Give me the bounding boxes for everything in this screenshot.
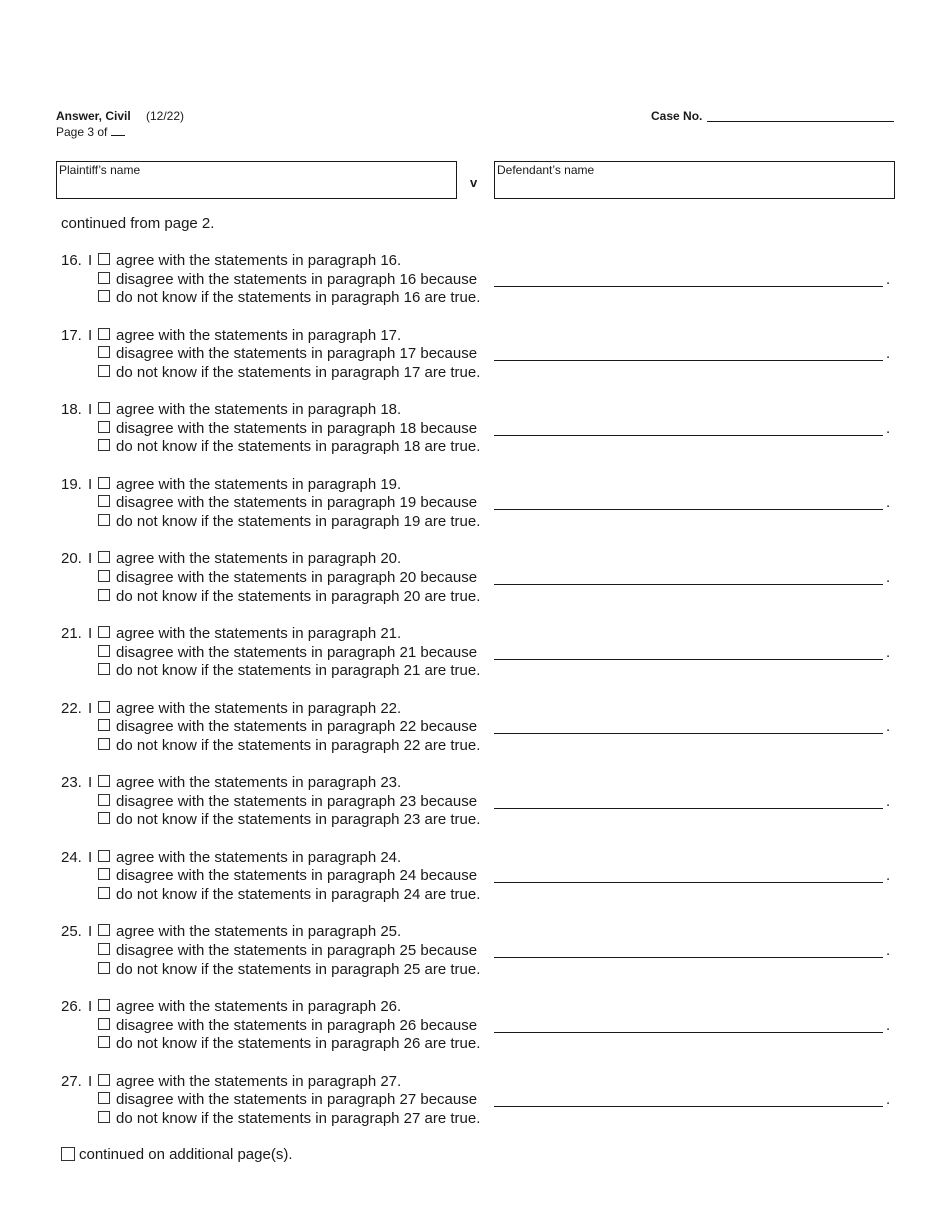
defendant-name-field[interactable] (494, 161, 895, 199)
reason-period: . (886, 1016, 891, 1034)
do-not-know-label: do not know if the statements in paragraph 21 are true. (116, 662, 481, 680)
disagree-checkbox[interactable] (98, 1018, 110, 1030)
disagree-label: disagree with the statements in paragraph 24 because (116, 867, 478, 885)
paragraph-number: 16. (61, 252, 82, 269)
disagree-checkbox[interactable] (98, 570, 110, 582)
agree-label: agree with the statements in paragraph 20. (116, 550, 402, 568)
reason-period: . (886, 270, 891, 288)
agree-label: agree with the statements in paragraph 19. (116, 475, 402, 493)
paragraph-prefix: I (88, 550, 93, 568)
do-not-know-label: do not know if the statements in paragraph 16 are true. (116, 289, 481, 307)
versus-label: v (470, 175, 478, 190)
disagree-reason-field[interactable] (494, 584, 883, 585)
disagree-reason-field[interactable] (494, 1032, 883, 1033)
paragraph-number: 23. (61, 774, 82, 792)
do-not-know-checkbox[interactable] (98, 887, 110, 899)
paragraph-prefix: I (88, 475, 93, 493)
paragraph-prefix: I (88, 625, 93, 642)
reason-period: . (886, 718, 891, 736)
agree-checkbox[interactable] (98, 775, 110, 787)
disagree-label: disagree with the statements in paragraph 26 because (116, 1016, 478, 1034)
do-not-know-checkbox[interactable] (98, 962, 110, 974)
agree-label: agree with the statements in paragraph 24. (116, 848, 402, 866)
agree-checkbox[interactable] (98, 551, 110, 563)
reason-period: . (886, 942, 891, 959)
disagree-label: disagree with the statements in paragraph 17 because (116, 345, 478, 363)
agree-checkbox[interactable] (98, 701, 110, 713)
agree-checkbox[interactable] (98, 477, 110, 489)
disagree-label: disagree with the statements in paragraph 16 because (116, 270, 478, 288)
disagree-label: disagree with the statements in paragraph 19 because (116, 494, 478, 512)
agree-label: agree with the statements in paragraph 26. (116, 998, 402, 1015)
do-not-know-label: do not know if the statements in paragraph 23 are true. (116, 811, 481, 829)
paragraph-number: 26. (61, 998, 82, 1015)
disagree-label: disagree with the statements in paragraph 21 because (116, 643, 478, 661)
agree-checkbox[interactable] (98, 850, 110, 862)
agree-checkbox[interactable] (98, 402, 110, 414)
paragraph-prefix: I (88, 923, 93, 941)
do-not-know-label: do not know if the statements in paragraph 26 are true. (116, 1035, 481, 1053)
page-number (56, 124, 125, 139)
plaintiff-name-label: Plaintiff’s name (59, 163, 141, 177)
paragraph-prefix: I (88, 848, 93, 866)
agree-checkbox[interactable] (98, 626, 110, 638)
do-not-know-checkbox[interactable] (98, 439, 110, 451)
continued-from-note: continued from page 2. (61, 215, 215, 232)
disagree-reason-field[interactable] (494, 1106, 883, 1107)
paragraph-prefix: I (88, 1072, 93, 1090)
agree-label: agree with the statements in paragraph 18. (116, 401, 402, 419)
agree-checkbox[interactable] (98, 924, 110, 936)
defendant-name-label: Defendant’s name (497, 163, 595, 177)
page-label: Page 3 of (56, 125, 108, 139)
paragraph-number: 19. (61, 475, 82, 493)
reason-period: . (886, 569, 891, 586)
case-number-field[interactable] (707, 121, 894, 122)
disagree-reason-field[interactable] (494, 659, 883, 660)
reason-period: . (886, 494, 891, 512)
case-number-label: Case No. (651, 109, 703, 123)
agree-checkbox[interactable] (98, 999, 110, 1011)
form-revision-date: (12/22) (146, 109, 185, 123)
disagree-label: disagree with the statements in paragraph 20 because (116, 569, 478, 586)
disagree-reason-field[interactable] (494, 882, 883, 883)
do-not-know-label: do not know if the statements in paragraph 19 are true. (116, 513, 481, 530)
do-not-know-label: do not know if the statements in paragraph 20 are true. (116, 587, 481, 605)
do-not-know-label: do not know if the statements in paragraph 24 are true. (116, 886, 481, 903)
paragraph-number: 18. (61, 401, 82, 419)
disagree-reason-field[interactable] (494, 957, 883, 958)
paragraph-number: 20. (61, 550, 82, 568)
do-not-know-checkbox[interactable] (98, 290, 110, 302)
disagree-checkbox[interactable] (98, 794, 110, 806)
disagree-reason-field[interactable] (494, 808, 883, 809)
do-not-know-checkbox[interactable] (98, 1111, 110, 1123)
paragraph-number: 22. (61, 699, 82, 717)
do-not-know-label: do not know if the statements in paragraph 25 are true. (116, 960, 481, 978)
plaintiff-name-field[interactable] (56, 161, 457, 199)
paragraph-number: 27. (61, 1072, 82, 1090)
disagree-label: disagree with the statements in paragraph 25 because (116, 942, 478, 959)
disagree-checkbox[interactable] (98, 1092, 110, 1104)
do-not-know-checkbox[interactable] (98, 514, 110, 526)
do-not-know-label: do not know if the statements in paragraph 17 are true. (116, 363, 481, 381)
disagree-checkbox[interactable] (98, 868, 110, 880)
do-not-know-label: do not know if the statements in paragraph 18 are true. (116, 438, 481, 456)
paragraph-prefix: I (88, 252, 93, 269)
form-title: Answer, Civil (56, 109, 131, 123)
do-not-know-checkbox[interactable] (98, 663, 110, 675)
agree-label: agree with the statements in paragraph 23. (116, 774, 402, 792)
disagree-label: disagree with the statements in paragraph 23 because (116, 792, 478, 810)
disagree-checkbox[interactable] (98, 645, 110, 657)
disagree-checkbox[interactable] (98, 495, 110, 507)
agree-checkbox[interactable] (98, 328, 110, 340)
disagree-label: disagree with the statements in paragraph 18 because (116, 419, 478, 437)
disagree-reason-field[interactable] (494, 286, 883, 287)
agree-checkbox[interactable] (98, 253, 110, 265)
do-not-know-checkbox[interactable] (98, 365, 110, 377)
continued-additional-label: continued on additional page(s). (79, 1146, 293, 1163)
reason-period: . (886, 867, 891, 885)
disagree-label: disagree with the statements in paragraph 22 because (116, 718, 478, 736)
reason-period: . (886, 643, 891, 661)
disagree-reason-field[interactable] (494, 733, 883, 734)
paragraph-number: 25. (61, 923, 82, 941)
do-not-know-checkbox[interactable] (98, 1036, 110, 1048)
do-not-know-checkbox[interactable] (98, 812, 110, 824)
reason-period: . (886, 419, 891, 437)
agree-label: agree with the statements in paragraph 21. (116, 625, 402, 642)
disagree-checkbox[interactable] (98, 346, 110, 358)
paragraph-number: 24. (61, 848, 82, 866)
do-not-know-checkbox[interactable] (98, 738, 110, 750)
total-pages-blank[interactable] (111, 124, 125, 136)
paragraph-number: 21. (61, 625, 82, 642)
paragraph-prefix: I (88, 326, 93, 344)
disagree-reason-field[interactable] (494, 509, 883, 510)
reason-period: . (886, 345, 891, 363)
disagree-reason-field[interactable] (494, 360, 883, 361)
disagree-checkbox[interactable] (98, 943, 110, 955)
agree-label: agree with the statements in paragraph 17. (116, 326, 402, 344)
paragraph-prefix: I (88, 699, 93, 717)
disagree-reason-field[interactable] (494, 435, 883, 436)
paragraph-prefix: I (88, 401, 93, 419)
disagree-checkbox[interactable] (98, 272, 110, 284)
do-not-know-label: do not know if the statements in paragraph 27 are true. (116, 1109, 481, 1127)
disagree-checkbox[interactable] (98, 421, 110, 433)
agree-label: agree with the statements in paragraph 25. (116, 923, 402, 941)
reason-period: . (886, 1091, 891, 1109)
do-not-know-checkbox[interactable] (98, 589, 110, 601)
reason-period: . (886, 792, 891, 810)
paragraph-prefix: I (88, 774, 93, 792)
disagree-checkbox[interactable] (98, 719, 110, 731)
disagree-label: disagree with the statements in paragraph 27 because (116, 1091, 478, 1109)
do-not-know-label: do not know if the statements in paragraph 22 are true. (116, 736, 481, 754)
agree-label: agree with the statements in paragraph 27. (116, 1072, 402, 1090)
agree-label: agree with the statements in paragraph 22. (116, 699, 402, 717)
continued-additional-checkbox[interactable] (61, 1147, 75, 1161)
agree-checkbox[interactable] (98, 1074, 110, 1086)
paragraph-number: 17. (61, 326, 82, 344)
agree-label: agree with the statements in paragraph 16. (116, 252, 402, 269)
paragraph-prefix: I (88, 998, 93, 1015)
